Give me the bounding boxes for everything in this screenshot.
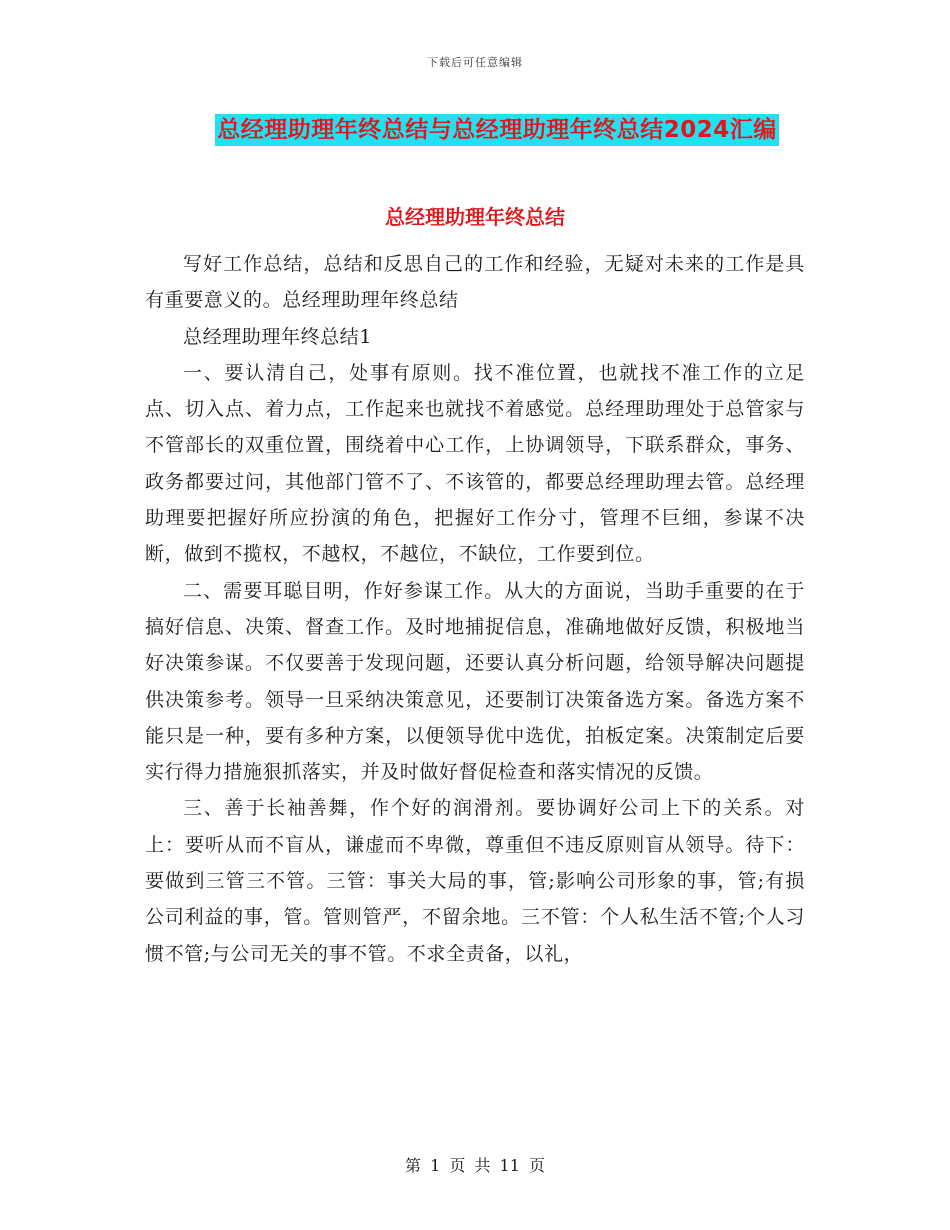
paragraph-point-2: 二、需要耳聪目明，作好参谋工作。从大的方面说，当助手重要的在于搞好信息、决策、督查工作。及时地捕捉信息，准确地做好反馈，积极地当好决策参谋。不仅要善于发现问题，还要认真分析问题，给领导解决问题提供决策参考。领导一旦采纳决策意见，还要制订决策备选方案。备选方案不能只是一种，要有多种方案，以便领导优中选优，拍板定案。决策制定后要实行得力措施狠抓落实，并及时做好督促检查和落实情况的反馈。 — [145, 579, 805, 784]
page-number-footer: 第 1 页 共 11 页 — [405, 1156, 545, 1175]
paragraph-point-3: 三、善于长袖善舞，作个好的润滑剂。要协调好公司上下的关系。对上：要听从而不盲从，谦虚而不卑微，尊重但不违反原则盲从领导。待下：要做到三管三不管。三管：事关大局的事，管;影响公司形象的事，管;有损公司利益的事，管。管则管严，不留余地。三不管：个人私生活不管;个人习惯不管;与公司无关的事不管。不求全责备，以礼， — [145, 797, 805, 965]
section-title: 总经理助理年终总结 — [385, 205, 565, 229]
document-body — [145, 246, 805, 972]
document-title-container — [0, 114, 950, 146]
paragraph-point-1: 一、要认清自己，处事有原则。找不准位置，也就找不准工作的立足点、切入点、着力点，工作起来也就找不着感觉。总经理助理处于总管家与不管部长的双重位置，围绕着中心工作，上协调领导，下联系群众，事务、政务都要过问，其他部门管不了、不该管的，都要总经理助理去管。总经理助理要把握好所应扮演的角色，把握好工作分寸，管理不巨细，参谋不决断，做到不揽权，不越权，不越位，不缺位，工作要到位。 — [145, 361, 805, 566]
paragraph-intro: 写好工作总结，总结和反思自己的工作和经验，无疑对未来的工作是具有重要意义的。总经理助理年终总结 — [145, 253, 805, 312]
paragraph-subheading: 总经理助理年终总结1 — [183, 325, 373, 348]
document-title: 总经理助理年终总结与总经理助理年终总结2024汇编 — [215, 114, 779, 146]
page-header-note: 下载后可任意编辑 — [427, 56, 523, 69]
